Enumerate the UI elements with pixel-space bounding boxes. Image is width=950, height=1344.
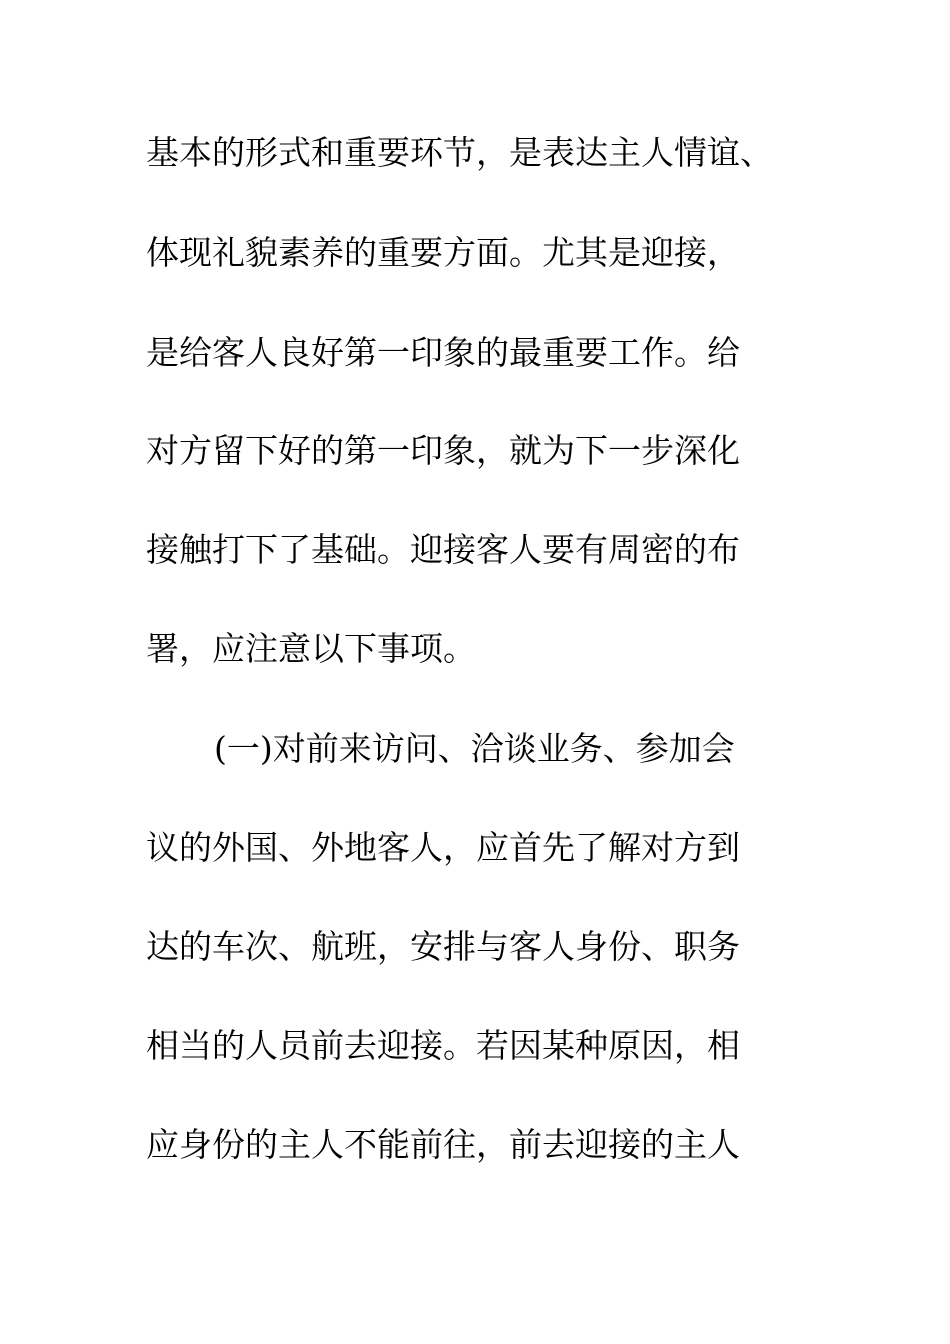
text-line: 基本的形式和重要环节，是表达主人情谊、 [146,133,773,172]
text-line: 相当的人员前去迎接。若因某种原因，相 [146,1026,740,1065]
text-line: 应身份的主人不能前往，前去迎接的主人 [146,1125,740,1164]
text-line: 是给客人良好第一印象的最重要工作。给 [146,333,740,372]
paragraph-start-line: (一)对前来访问、洽谈业务、参加会 [214,729,735,768]
text-line: 署，应注意以下事项。 [146,629,476,668]
text-line: 议的外国、外地客人，应首先了解对方到 [146,828,740,867]
text-line: 接触打下了基础。迎接客人要有周密的布 [146,530,740,569]
text-line: 对方留下好的第一印象，就为下一步深化 [146,431,740,470]
text-line: 体现礼貌素养的重要方面。尤其是迎接， [146,233,740,272]
text-line: 达的车次、航班，安排与客人身份、职务 [146,927,740,966]
